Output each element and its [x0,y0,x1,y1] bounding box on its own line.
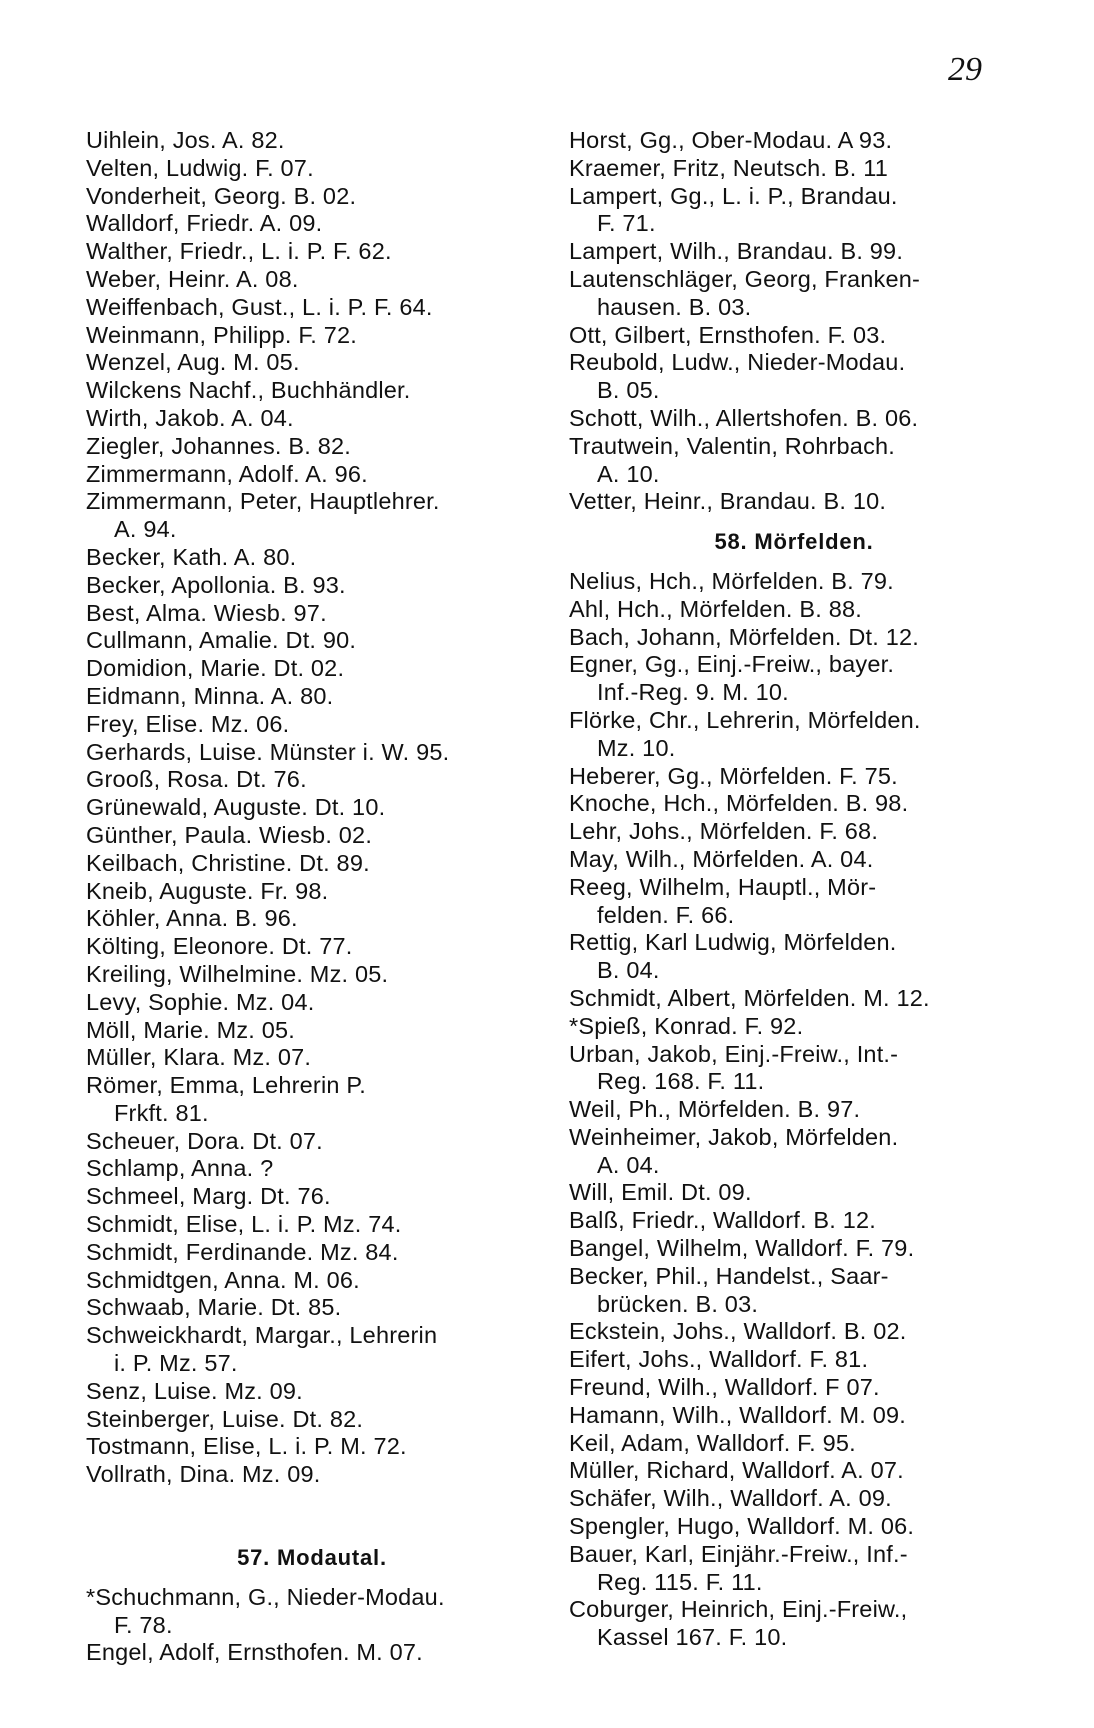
directory-entry: Zimmermann, Peter, Hauptlehrer. [86,488,440,515]
directory-entry: Kreiling, Wilhelmine. Mz. 05. [86,960,389,987]
directory-entry: Bangel, Wilhelm, Walldorf. F. 79. [569,1235,915,1262]
directory-entry: Vonderheit, Georg. B. 02. [86,182,357,209]
directory-entry: Engel, Adolf, Ernsthofen. M. 07. [86,1639,423,1666]
section-heading: 58. Mörfelden. [714,529,874,555]
directory-entry: Hamann, Wilh., Walldorf. M. 09. [569,1401,907,1428]
directory-entry: Wenzel, Aug. M. 05. [86,349,300,376]
directory-entry: Walther, Friedr., L. i. P. F. 62. [86,238,392,265]
directory-entry: Römer, Emma, Lehrerin P. [86,1072,366,1099]
directory-entry: Grünewald, Auguste. Dt. 10. [86,794,386,821]
directory-entry: Schmidt, Albert, Mörfelden. M. 12. [569,984,930,1011]
directory-entry: Schlamp, Anna. ? [86,1155,274,1182]
directory-entry: Ahl, Hch., Mörfelden. B. 88. [569,595,862,622]
directory-entry: A. 10. [597,460,660,487]
directory-entry: Weiffenbach, Gust., L. i. P. F. 64. [86,293,433,320]
entry-list [86,1584,538,1667]
directory-entry: Kassel 167. F. 10. [597,1624,788,1651]
directory-entry: Becker, Kath. A. 80. [86,543,297,570]
directory-entry: Schmidt, Ferdinande. Mz. 84. [86,1238,399,1265]
directory-entry: Schmidt, Elise, L. i. P. Mz. 74. [86,1211,402,1238]
directory-entry: Schmeel, Marg. Dt. 76. [86,1183,331,1210]
directory-entry: Lautenschläger, Georg, Franken- [569,265,921,292]
directory-entry: Lampert, Wilh., Brandau. B. 99. [569,238,904,265]
left-column [86,127,538,1667]
directory-entry: Inf.-Reg. 9. M. 10. [597,679,789,706]
directory-entry: Günther, Paula. Wiesb. 02. [86,821,373,848]
directory-entry: Bauer, Karl, Einjähr.-Freiw., Inf.- [569,1540,908,1567]
directory-entry: Reg. 115. F. 11. [597,1568,763,1595]
directory-entry: Eifert, Johs., Walldorf. F. 81. [569,1346,869,1373]
entry-list [86,127,538,544]
directory-entry: Schweickhardt, Margar., Lehrerin [86,1322,438,1349]
directory-entry: Müller, Klara. Mz. 07. [86,1044,312,1071]
directory-entry: F. 71. [597,210,656,237]
directory-entry: Frkft. 81. [114,1099,209,1126]
page-number: 29 [948,51,982,88]
directory-entry: Cullmann, Amalie. Dt. 90. [86,627,357,654]
directory-entry: Flörke, Chr., Lehrerin, Mörfelden. [569,706,921,733]
directory-entry: brücken. B. 03. [597,1290,759,1317]
directory-entry: Reg. 168. F. 11. [597,1068,765,1095]
directory-entry: Schott, Wilh., Allertshofen. B. 06. [569,404,919,431]
directory-entry: Lampert, Gg., L. i. P., Brandau. [569,182,898,209]
directory-entry: Eckstein, Johs., Walldorf. B. 02. [569,1318,907,1345]
directory-entry: *Spieß, Konrad. F. 92. [569,1012,804,1039]
directory-entry: Trautwein, Valentin, Rohrbach. [569,432,896,459]
section-heading: 57. Modautal. [237,1545,387,1571]
directory-entry: A. 94. [114,516,177,543]
directory-entry: Grooß, Rosa. Dt. 76. [86,766,307,793]
directory-entry: Schäfer, Wilh., Walldorf. A. 09. [569,1485,892,1512]
directory-entry: Keilbach, Christine. Dt. 89. [86,849,370,876]
directory-entry: Best, Alma. Wiesb. 97. [86,599,327,626]
directory-entry: Gerhards, Luise. Münster i. W. 95. [86,738,450,765]
spacer [86,1572,538,1584]
directory-entry: Spengler, Hugo, Walldorf. M. 06. [569,1513,915,1540]
directory-entry: Lehr, Johs., Mörfelden. F. 68. [569,818,879,845]
directory-entry: Balß, Friedr., Walldorf. B. 12. [569,1207,877,1234]
directory-entry: Költing, Eleonore. Dt. 77. [86,933,353,960]
entry-list [569,127,1019,516]
directory-entry: Wilckens Nachf., Buchhändler. [86,377,411,404]
directory-entry: Steinberger, Luise. Dt. 82. [86,1405,364,1432]
directory-entry: Müller, Richard, Walldorf. A. 07. [569,1457,904,1484]
directory-entry: Vollrath, Dina. Mz. 09. [86,1461,321,1488]
directory-entry: Frey, Elise. Mz. 06. [86,710,290,737]
directory-entry: B. 05. [597,377,660,404]
directory-entry: Kneib, Auguste. Fr. 98. [86,877,329,904]
directory-entry: Kraemer, Fritz, Neutsch. B. 11 [569,154,889,181]
directory-entry: Levy, Sophie. Mz. 04. [86,988,315,1015]
directory-entry: Wirth, Jakob. A. 04. [86,404,294,431]
directory-entry: Ziegler, Johannes. B. 82. [86,432,351,459]
directory-entry: hausen. B. 03. [597,293,752,320]
spacer [86,1489,538,1544]
directory-entry: Domidion, Marie. Dt. 02. [86,655,345,682]
directory-entry: Nelius, Hch., Mörfelden. B. 79. [569,567,894,594]
directory-entry: Möll, Marie. Mz. 05. [86,1016,296,1043]
directory-entry: felden. F. 66. [597,901,735,928]
directory-entry: Rettig, Karl Ludwig, Mörfelden. [569,929,897,956]
directory-entry: Scheuer, Dora. Dt. 07. [86,1127,323,1154]
directory-entry: Senz, Luise. Mz. 09. [86,1377,303,1404]
directory-entry: Keil, Adam, Walldorf. F. 95. [569,1429,856,1456]
directory-entry: Reubold, Ludw., Nieder-Modau. [569,349,906,376]
directory-entry: May, Wilh., Mörfelden. A. 04. [569,845,874,872]
directory-entry: Ott, Gilbert, Ernsthofen. F. 03. [569,321,887,348]
directory-entry: Urban, Jakob, Einj.-Freiw., Int.- [569,1040,899,1067]
directory-entry: i. P. Mz. 57. [114,1350,238,1377]
directory-entry: Becker, Phil., Handelst., Saar- [569,1262,889,1289]
directory-entry: Bach, Johann, Mörfelden. Dt. 12. [569,623,919,650]
directory-entry: F. 78. [114,1611,173,1638]
directory-entry: Reeg, Wilhelm, Hauptl., Mör- [569,873,877,900]
directory-entry: Weil, Ph., Mörfelden. B. 97. [569,1096,861,1123]
spacer [569,556,1019,568]
directory-entry: Mz. 10. [597,734,676,761]
directory-entry: Becker, Apollonia. B. 93. [86,571,346,598]
directory-entry: Tostmann, Elise, L. i. P. M. 72. [86,1433,407,1460]
right-column [569,127,1019,1652]
spacer [569,516,1019,528]
directory-entry: Eidmann, Minna. A. 80. [86,682,334,709]
directory-entry: *Schuchmann, G., Nieder-Modau. [86,1583,445,1610]
directory-entry: Freund, Wilh., Walldorf. F 07. [569,1374,880,1401]
directory-entry: Egner, Gg., Einj.-Freiw., bayer. [569,651,895,678]
directory-entry: Velten, Ludwig. F. 07. [86,154,314,181]
directory-entry: Will, Emil. Dt. 09. [569,1179,752,1206]
directory-entry: B. 04. [597,957,660,984]
directory-entry: Schwaab, Marie. Dt. 85. [86,1294,342,1321]
directory-entry: Vetter, Heinr., Brandau. B. 10. [569,488,887,515]
directory-entry: Coburger, Heinrich, Einj.-Freiw., [569,1596,908,1623]
directory-entry: Schmidtgen, Anna. M. 06. [86,1266,360,1293]
entry-list [569,568,1019,1652]
directory-entry: Köhler, Anna. B. 96. [86,905,298,932]
entry-list [86,544,538,1489]
directory-entry: Zimmermann, Adolf. A. 96. [86,460,368,487]
directory-entry: Weber, Heinr. A. 08. [86,265,299,292]
directory-entry: Heberer, Gg., Mörfelden. F. 75. [569,762,898,789]
directory-entry: Weinheimer, Jakob, Mörfelden. [569,1123,899,1150]
directory-entry: Horst, Gg., Ober-Modau. A 93. [569,127,893,153]
directory-entry: A. 04. [597,1151,660,1178]
directory-entry: Weinmann, Philipp. F. 72. [86,321,358,348]
directory-entry: Uihlein, Jos. A. 82. [86,127,285,153]
directory-entry: Walldorf, Friedr. A. 09. [86,210,323,237]
directory-entry: Knoche, Hch., Mörfelden. B. 98. [569,790,909,817]
